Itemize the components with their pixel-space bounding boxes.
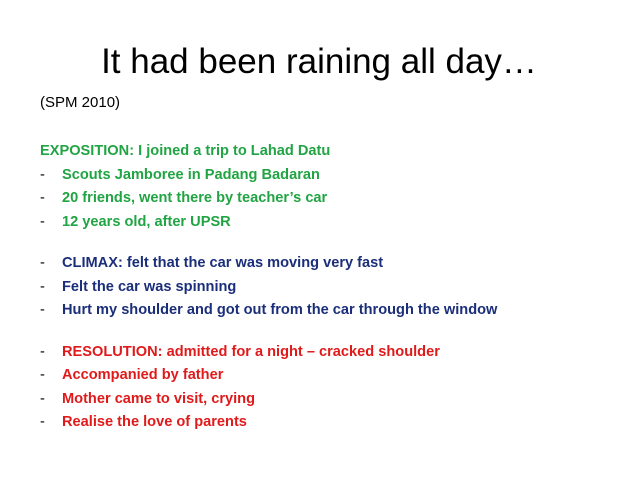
- list-item-text: CLIMAX: felt that the car was moving very fast: [62, 255, 384, 271]
- list-item: [40, 276, 630, 300]
- resolution-section: [40, 341, 630, 435]
- climax-section: [40, 252, 630, 323]
- bullet-dash: -: [40, 255, 45, 271]
- exposition-heading-text: EXPOSITION: I joined a trip to Lahad Datu: [40, 143, 331, 159]
- list-item-text: Mother came to visit, crying: [62, 390, 256, 407]
- list-item: [40, 164, 630, 188]
- bullet-dash: -: [40, 414, 45, 430]
- bullet-dash: -: [40, 278, 45, 295]
- slide-body: [40, 140, 630, 453]
- slide-title: It had been raining all day…: [101, 42, 537, 81]
- bullet-dash: -: [40, 190, 45, 206]
- bullet-dash: -: [40, 343, 45, 360]
- bullet-dash: -: [40, 213, 45, 230]
- list-item-text: RESOLUTION: admitted for a night – cracked shoulder: [62, 343, 440, 360]
- list-item: [40, 299, 630, 323]
- exposition-heading: [40, 140, 630, 164]
- bullet-dash: -: [40, 302, 45, 318]
- bullet-dash: -: [40, 390, 45, 407]
- exposition-section: [40, 140, 630, 234]
- list-item-text: 12 years old, after UPSR: [62, 213, 231, 230]
- list-item: [40, 341, 630, 365]
- list-item-text: Realise the love of parents: [62, 414, 247, 430]
- list-item-text: Scouts Jamboree in Padang Badaran: [62, 166, 320, 183]
- list-item: [40, 388, 630, 412]
- list-item: [40, 411, 630, 435]
- list-item: [40, 364, 630, 388]
- list-item-text: Felt the car was spinning: [62, 278, 237, 295]
- list-item-text: Accompanied by father: [62, 367, 224, 383]
- list-item: [40, 252, 630, 276]
- slide-subtitle: (SPM 2010): [40, 94, 121, 111]
- list-item-text: Hurt my shoulder and got out from the car through the window: [62, 302, 498, 318]
- bullet-dash: -: [40, 166, 45, 183]
- list-item: [40, 187, 630, 211]
- list-item: [40, 211, 630, 235]
- list-item-text: 20 friends, went there by teacher’s car: [62, 190, 328, 206]
- bullet-dash: -: [40, 367, 45, 383]
